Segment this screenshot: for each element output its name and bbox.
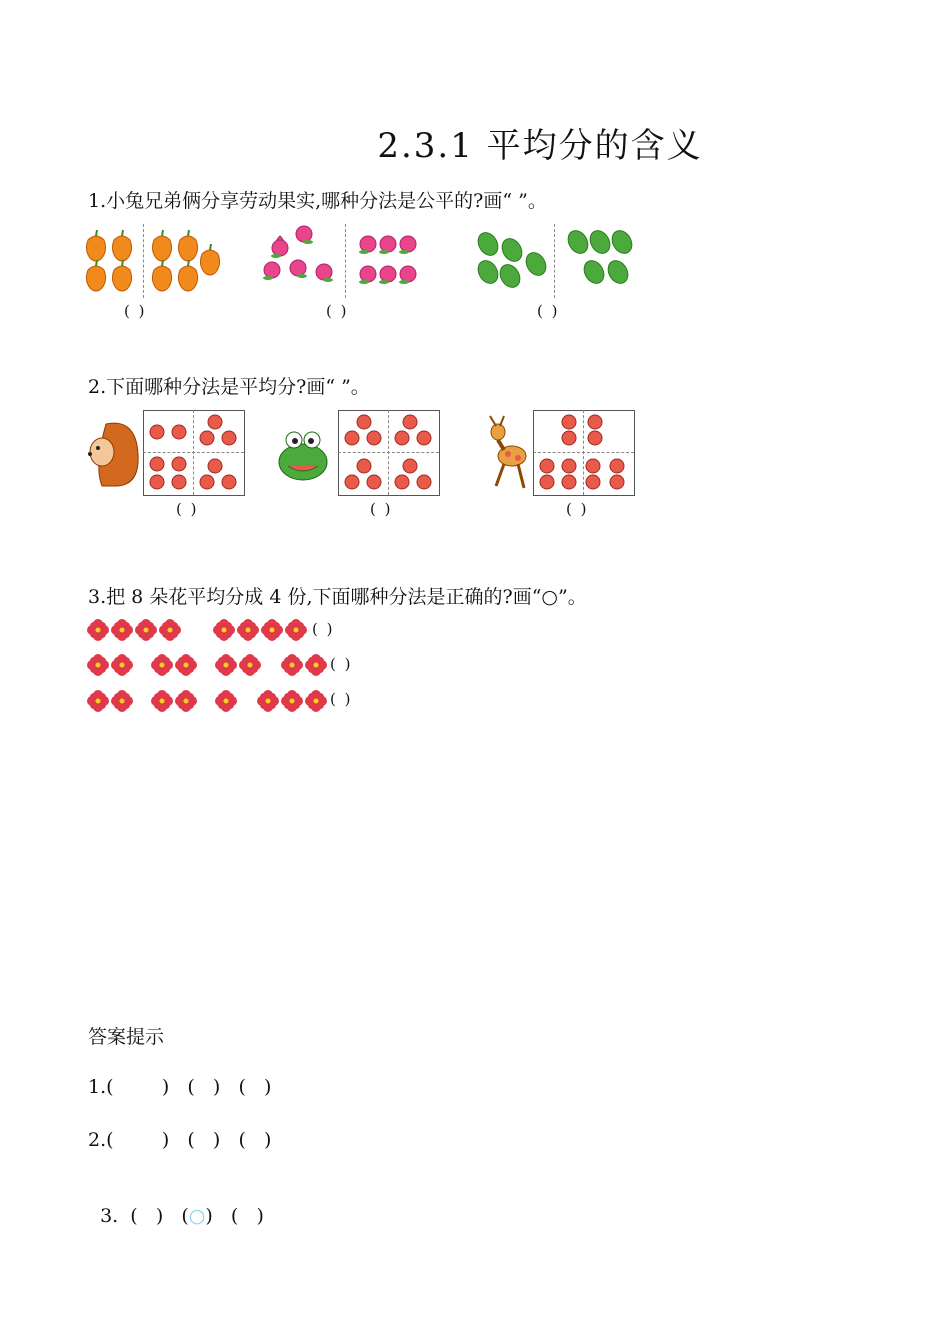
q1-answer-paren-1[interactable]: ( ) bbox=[124, 302, 147, 320]
q1-answer-paren-2[interactable]: ( ) bbox=[326, 302, 349, 320]
flower-icon bbox=[87, 619, 307, 641]
flower-icon bbox=[87, 654, 327, 676]
q1-pepper-group bbox=[84, 226, 229, 298]
answer-3-circle-mark: ○ bbox=[188, 1205, 206, 1227]
q1-answer-paren-3[interactable]: ( ) bbox=[537, 302, 560, 320]
answer-3-prefix: 3. ( ) ( bbox=[100, 1205, 189, 1227]
apple-icon bbox=[150, 415, 236, 489]
q2-apples-3 bbox=[533, 410, 633, 494]
apple-icon bbox=[540, 415, 624, 489]
page-title: 2.3.1 平均分的含义 bbox=[377, 126, 703, 166]
q1-divider bbox=[554, 224, 555, 298]
q1-cabbage-group bbox=[474, 224, 639, 296]
deer-icon bbox=[486, 414, 534, 494]
q3-answer-paren-1[interactable]: ( ) bbox=[312, 620, 335, 638]
q2-apples-2 bbox=[338, 410, 438, 494]
peach-icon bbox=[264, 226, 416, 282]
q1-peach-group bbox=[264, 222, 434, 298]
cabbage-icon bbox=[474, 227, 636, 291]
q2-answer-paren-3[interactable]: ( ) bbox=[566, 500, 589, 518]
q2-answer-paren-2[interactable]: ( ) bbox=[370, 500, 393, 518]
q3-answer-paren-3[interactable]: ( ) bbox=[330, 690, 353, 708]
hedgehog-icon bbox=[86, 418, 140, 488]
q3-answer-paren-2[interactable]: ( ) bbox=[330, 655, 353, 673]
apple-icon bbox=[345, 415, 431, 489]
pepper-icon bbox=[86, 236, 219, 291]
answer-1: 1.( ) ( ) ( ) bbox=[88, 1076, 272, 1098]
question-3-text: 3.把 8 朵花平均分成 4 份,下面哪种分法是正确的?画“○”。 bbox=[88, 586, 587, 608]
q2-answer-paren-1[interactable]: ( ) bbox=[176, 500, 199, 518]
question-2-text: 2.下面哪种分法是平均分?画“ ”。 bbox=[88, 376, 370, 398]
q1-divider bbox=[143, 224, 144, 298]
flower-icon bbox=[87, 690, 327, 712]
frog-icon bbox=[274, 428, 332, 486]
question-1-text: 1.小兔兄弟俩分享劳动果实,哪种分法是公平的?画“ ”。 bbox=[88, 190, 547, 212]
q2-apples-1 bbox=[143, 410, 243, 494]
answers-heading: 答案提示 bbox=[88, 1026, 165, 1048]
q3-flowers bbox=[0, 610, 340, 720]
answer-3 bbox=[88, 1183, 264, 1227]
answer-3-suffix: ) ( ) bbox=[205, 1205, 264, 1227]
q1-divider bbox=[345, 224, 346, 298]
answer-2: 2.( ) ( ) ( ) bbox=[88, 1129, 272, 1151]
